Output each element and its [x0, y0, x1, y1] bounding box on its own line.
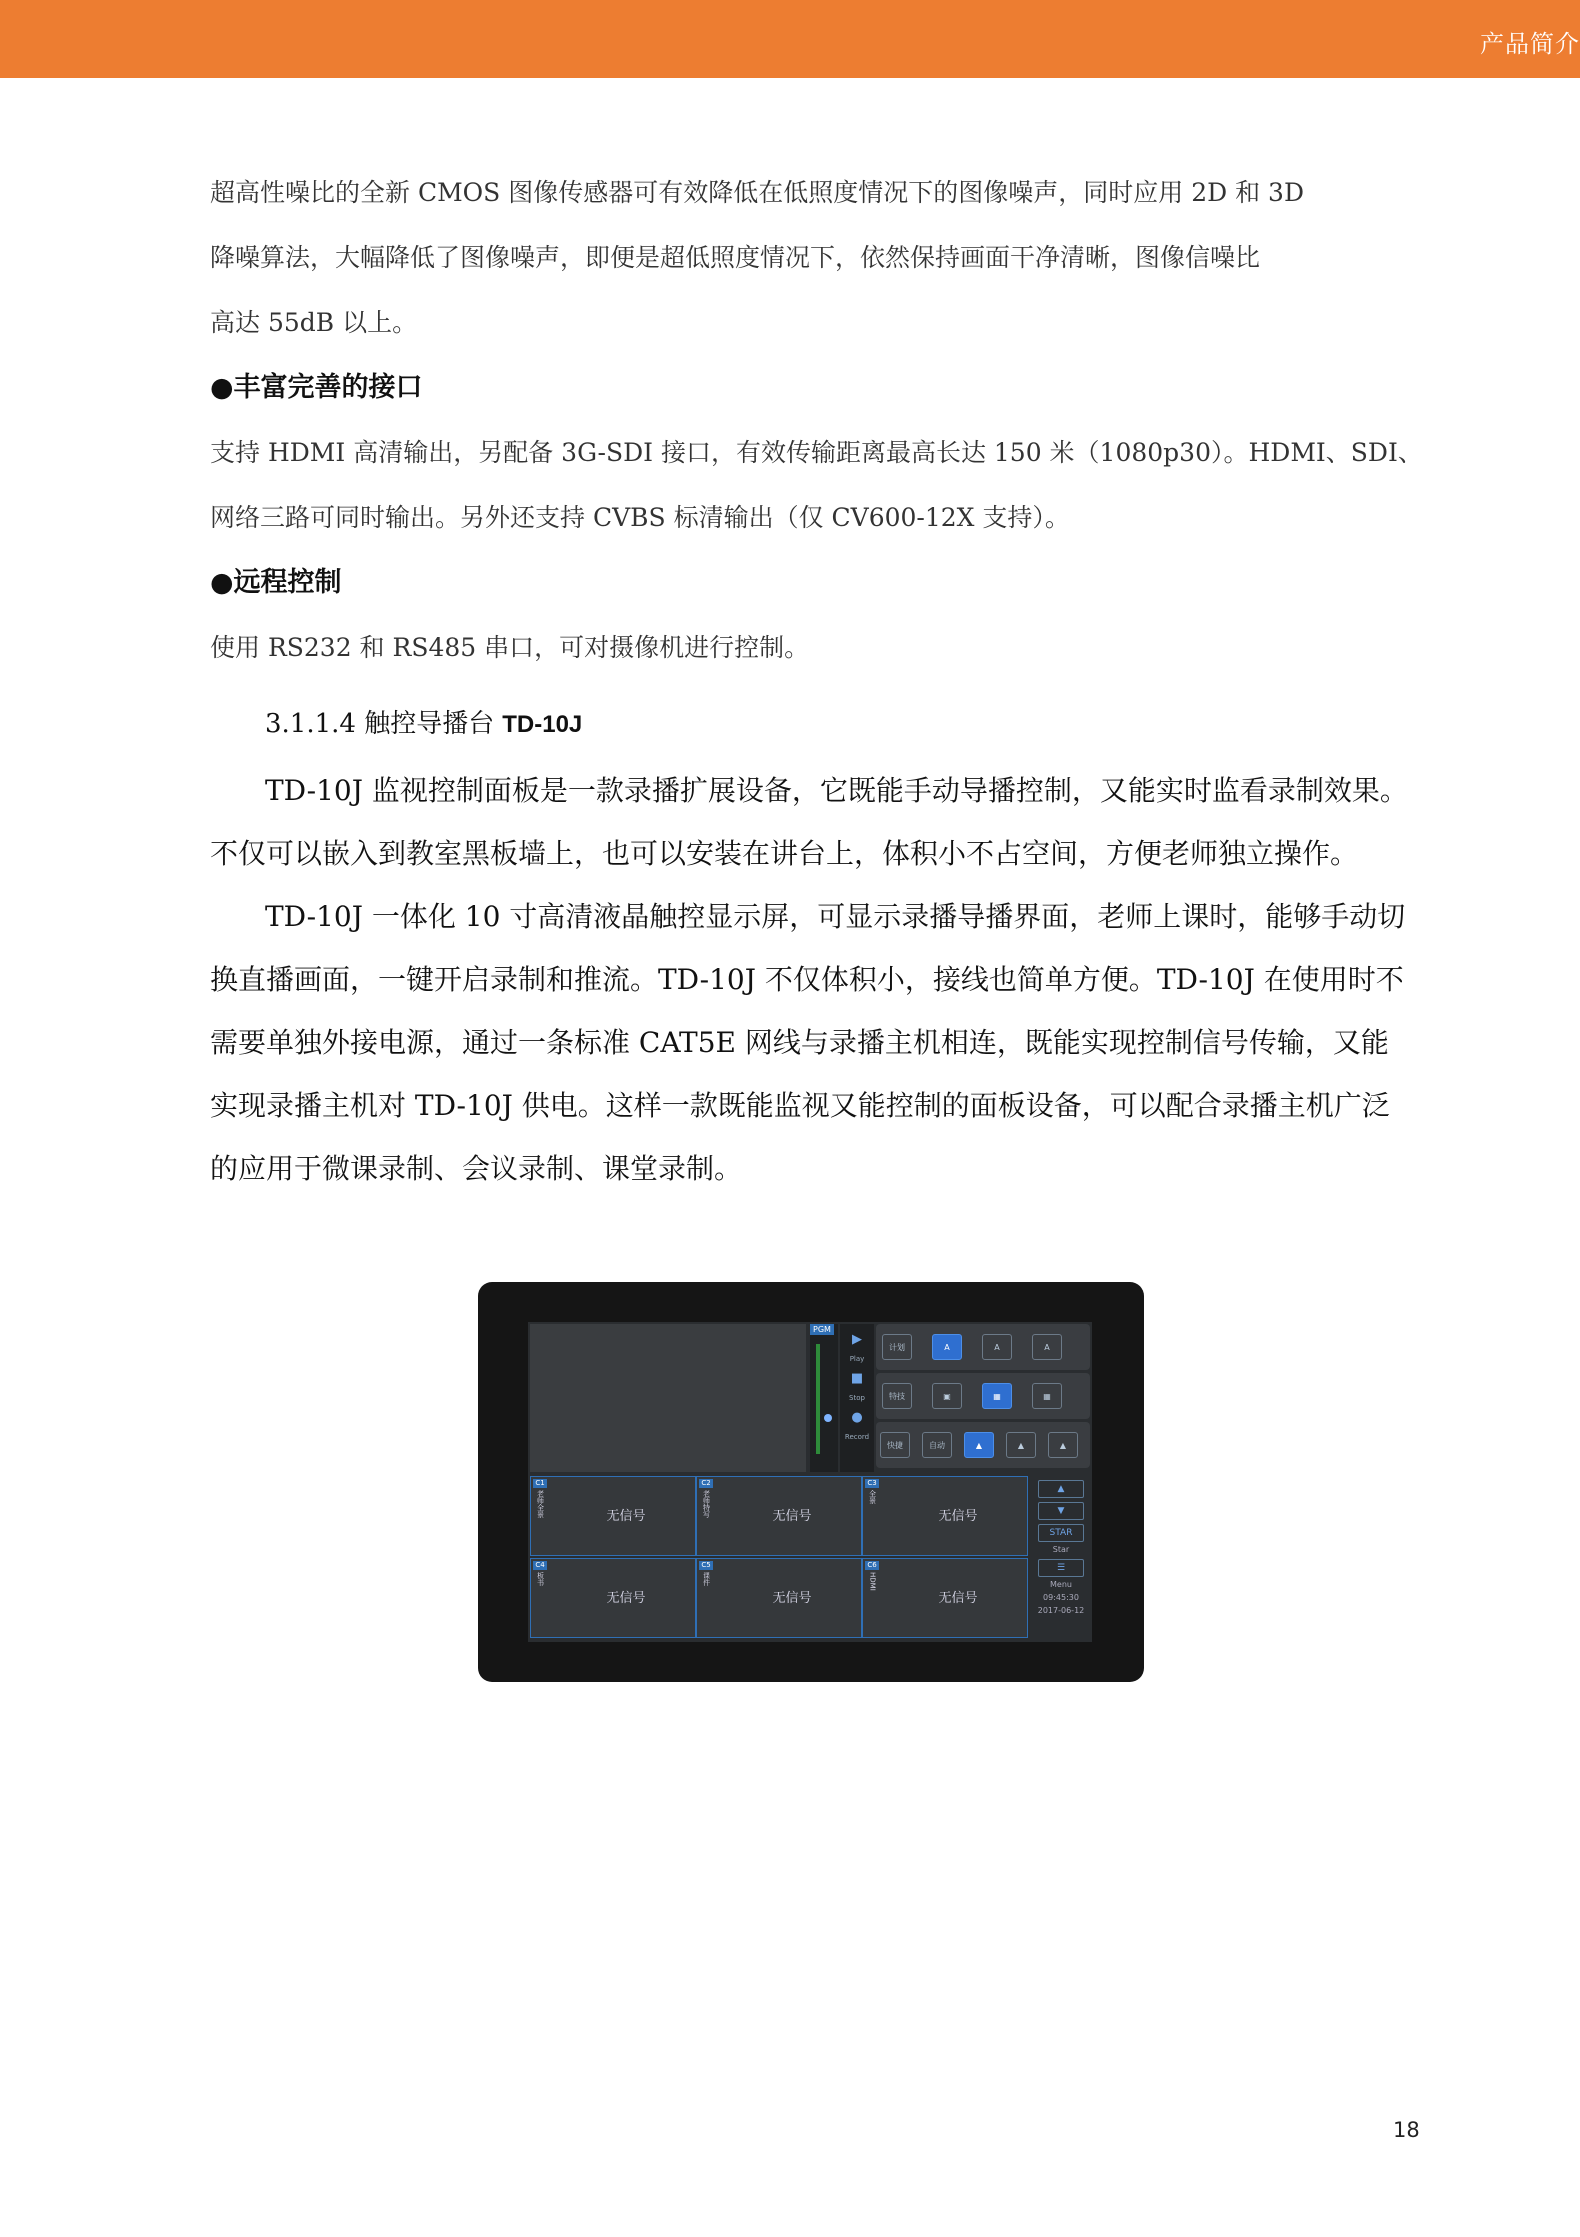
paragraph-line: 支持 HDMI 高清输出，另配备 3G-SDI 接口，有效传输距离最高长达 150 米（1080p30）。HDMI、SDI、	[210, 438, 1423, 467]
stop-icon: ■	[850, 1371, 864, 1386]
device-screen	[528, 1322, 1092, 1642]
tile-status: 无信号	[938, 1591, 978, 1606]
header-title: 产品简介	[1480, 30, 1580, 58]
up-icon: ▲	[1038, 1480, 1084, 1498]
record-icon: ●	[851, 1410, 863, 1425]
bullet-heading: ●远程控制	[210, 567, 342, 598]
menu-label: Menu	[1050, 1580, 1072, 1589]
camera-tile	[862, 1558, 1028, 1638]
tile-tag	[865, 1561, 879, 1591]
camera-tile	[696, 1558, 862, 1638]
preview-window	[530, 1324, 806, 1472]
star-button: STAR	[1038, 1524, 1084, 1542]
tile-label: 课件	[702, 1572, 711, 1586]
tile-number: C6	[865, 1561, 879, 1570]
transport-controls	[840, 1324, 874, 1472]
camera-tile	[530, 1558, 696, 1638]
layout-a2-button: A	[982, 1334, 1012, 1360]
audio-level	[816, 1344, 820, 1454]
bullet-heading: ●丰富完善的接口	[210, 372, 423, 403]
page-number: 18	[1393, 2118, 1420, 2142]
paragraph-line: 降噪算法，大幅降低了图像噪声，即便是超低照度情况下，依然保持画面干净清晰，图像信噪比	[210, 243, 1261, 272]
down-icon: ▼	[1038, 1502, 1084, 1520]
tile-tag	[865, 1479, 879, 1504]
tile-label: 老师特写	[702, 1490, 711, 1518]
device-image	[478, 1282, 1144, 1682]
pgm-bar	[810, 1324, 838, 1472]
paragraph-line: 使用 RS232 和 RS485 串口，可对摄像机进行控制。	[210, 633, 810, 662]
body-line: TD-10J 一体化 10 寸高清液晶触控显示屏，可显示录播导播界面，老师上课时，能够手动切	[265, 900, 1406, 933]
tile-tag	[699, 1561, 713, 1586]
body-line: 不仅可以嵌入到教室黑板墙上，也可以安装在讲台上，体积小不占空间，方便老师独立操作。	[210, 837, 1359, 870]
tile-tag	[699, 1479, 713, 1518]
body-line: 的应用于微课录制、会议录制、课堂录制。	[210, 1152, 743, 1185]
body-line: 需要单独外接电源，通过一条标准 CAT5E 网线与录播主机相连，既能实现控制信号传输，又能	[210, 1026, 1389, 1059]
camera-tile	[862, 1476, 1028, 1556]
tile-number: C3	[865, 1479, 879, 1488]
tile-status: 无信号	[938, 1509, 978, 1524]
control-grid	[876, 1324, 1090, 1472]
paragraph-line: 超高性噪比的全新 CMOS 图像传感器可有效降低在低照度情况下的图像噪声，同时应用 2D 和 3D	[210, 178, 1304, 207]
effect-2-button: ▦	[982, 1383, 1012, 1409]
control-row	[876, 1324, 1090, 1370]
body-line: 实现录播主机对 TD-10J 供电。这样一款既能监视又能控制的面板设备，可以配合录播主机广泛	[210, 1089, 1390, 1122]
effect-button: 特技	[882, 1383, 912, 1409]
play-icon: ▶	[852, 1332, 862, 1347]
tile-status: 无信号	[772, 1509, 812, 1524]
tile-label: HDMI	[868, 1572, 877, 1591]
tile-tag	[533, 1561, 547, 1586]
content	[210, 160, 1423, 1200]
page-header	[0, 0, 1580, 78]
tile-number: C2	[699, 1479, 713, 1488]
layout-a3-button: A	[1032, 1334, 1062, 1360]
preset-1-button: ▲	[964, 1432, 994, 1458]
menu-icon: ☰	[1038, 1559, 1084, 1577]
layout-a-button: A	[932, 1334, 962, 1360]
section-number-title: 3.1.1.4 触控导播台	[265, 709, 495, 739]
tile-number: C4	[533, 1561, 547, 1570]
auto-button: 自动	[922, 1432, 952, 1458]
camera-tile	[530, 1476, 696, 1556]
camera-tiles	[530, 1476, 1030, 1640]
record-label: Record	[844, 1433, 870, 1441]
control-row	[876, 1422, 1090, 1468]
paragraph-line: 高达 55dB 以上。	[210, 308, 418, 337]
play-label: Play	[849, 1355, 865, 1363]
clock-date: 2017-06-12	[1037, 1606, 1085, 1615]
tile-tag	[533, 1479, 547, 1518]
effect-3-button: ▦	[1032, 1383, 1062, 1409]
tile-status: 无信号	[772, 1591, 812, 1606]
quick-button: 快捷	[880, 1432, 910, 1458]
effect-1-button: ▣	[932, 1383, 962, 1409]
clock-time: 09:45:30	[1043, 1593, 1079, 1602]
body-line: TD-10J 监视控制面板是一款录播扩展设备，它既能手动导播控制，又能实时监看录制效果。	[265, 774, 1408, 807]
tile-status: 无信号	[606, 1509, 646, 1524]
right-panel	[1032, 1476, 1090, 1640]
section-title	[265, 694, 1380, 755]
volume-knob	[824, 1414, 832, 1422]
body-line: 换直播画面，一键开启录制和推流。TD-10J 不仅体积小，接线也简单方便。TD-10J 在使用时不	[210, 963, 1404, 996]
tile-label: 老师全景	[536, 1490, 545, 1518]
plan-button: 计划	[882, 1334, 912, 1360]
tile-number: C5	[699, 1561, 713, 1570]
tile-number: C1	[533, 1479, 547, 1488]
section-code: TD-10J	[502, 711, 583, 738]
camera-tile	[696, 1476, 862, 1556]
pgm-label: PGM	[810, 1324, 834, 1335]
control-row	[876, 1373, 1090, 1419]
preset-3-button: ▲	[1048, 1432, 1078, 1458]
star-label: Star	[1052, 1545, 1070, 1554]
paragraph-line: 网络三路可同时输出。另外还支持 CVBS 标清输出（仅 CV600-12X 支持）。	[210, 503, 1070, 532]
tile-label: 板书	[536, 1572, 545, 1586]
tile-label: 全景	[868, 1490, 877, 1504]
tile-status: 无信号	[606, 1591, 646, 1606]
preset-2-button: ▲	[1006, 1432, 1036, 1458]
stop-label: Stop	[849, 1394, 865, 1402]
